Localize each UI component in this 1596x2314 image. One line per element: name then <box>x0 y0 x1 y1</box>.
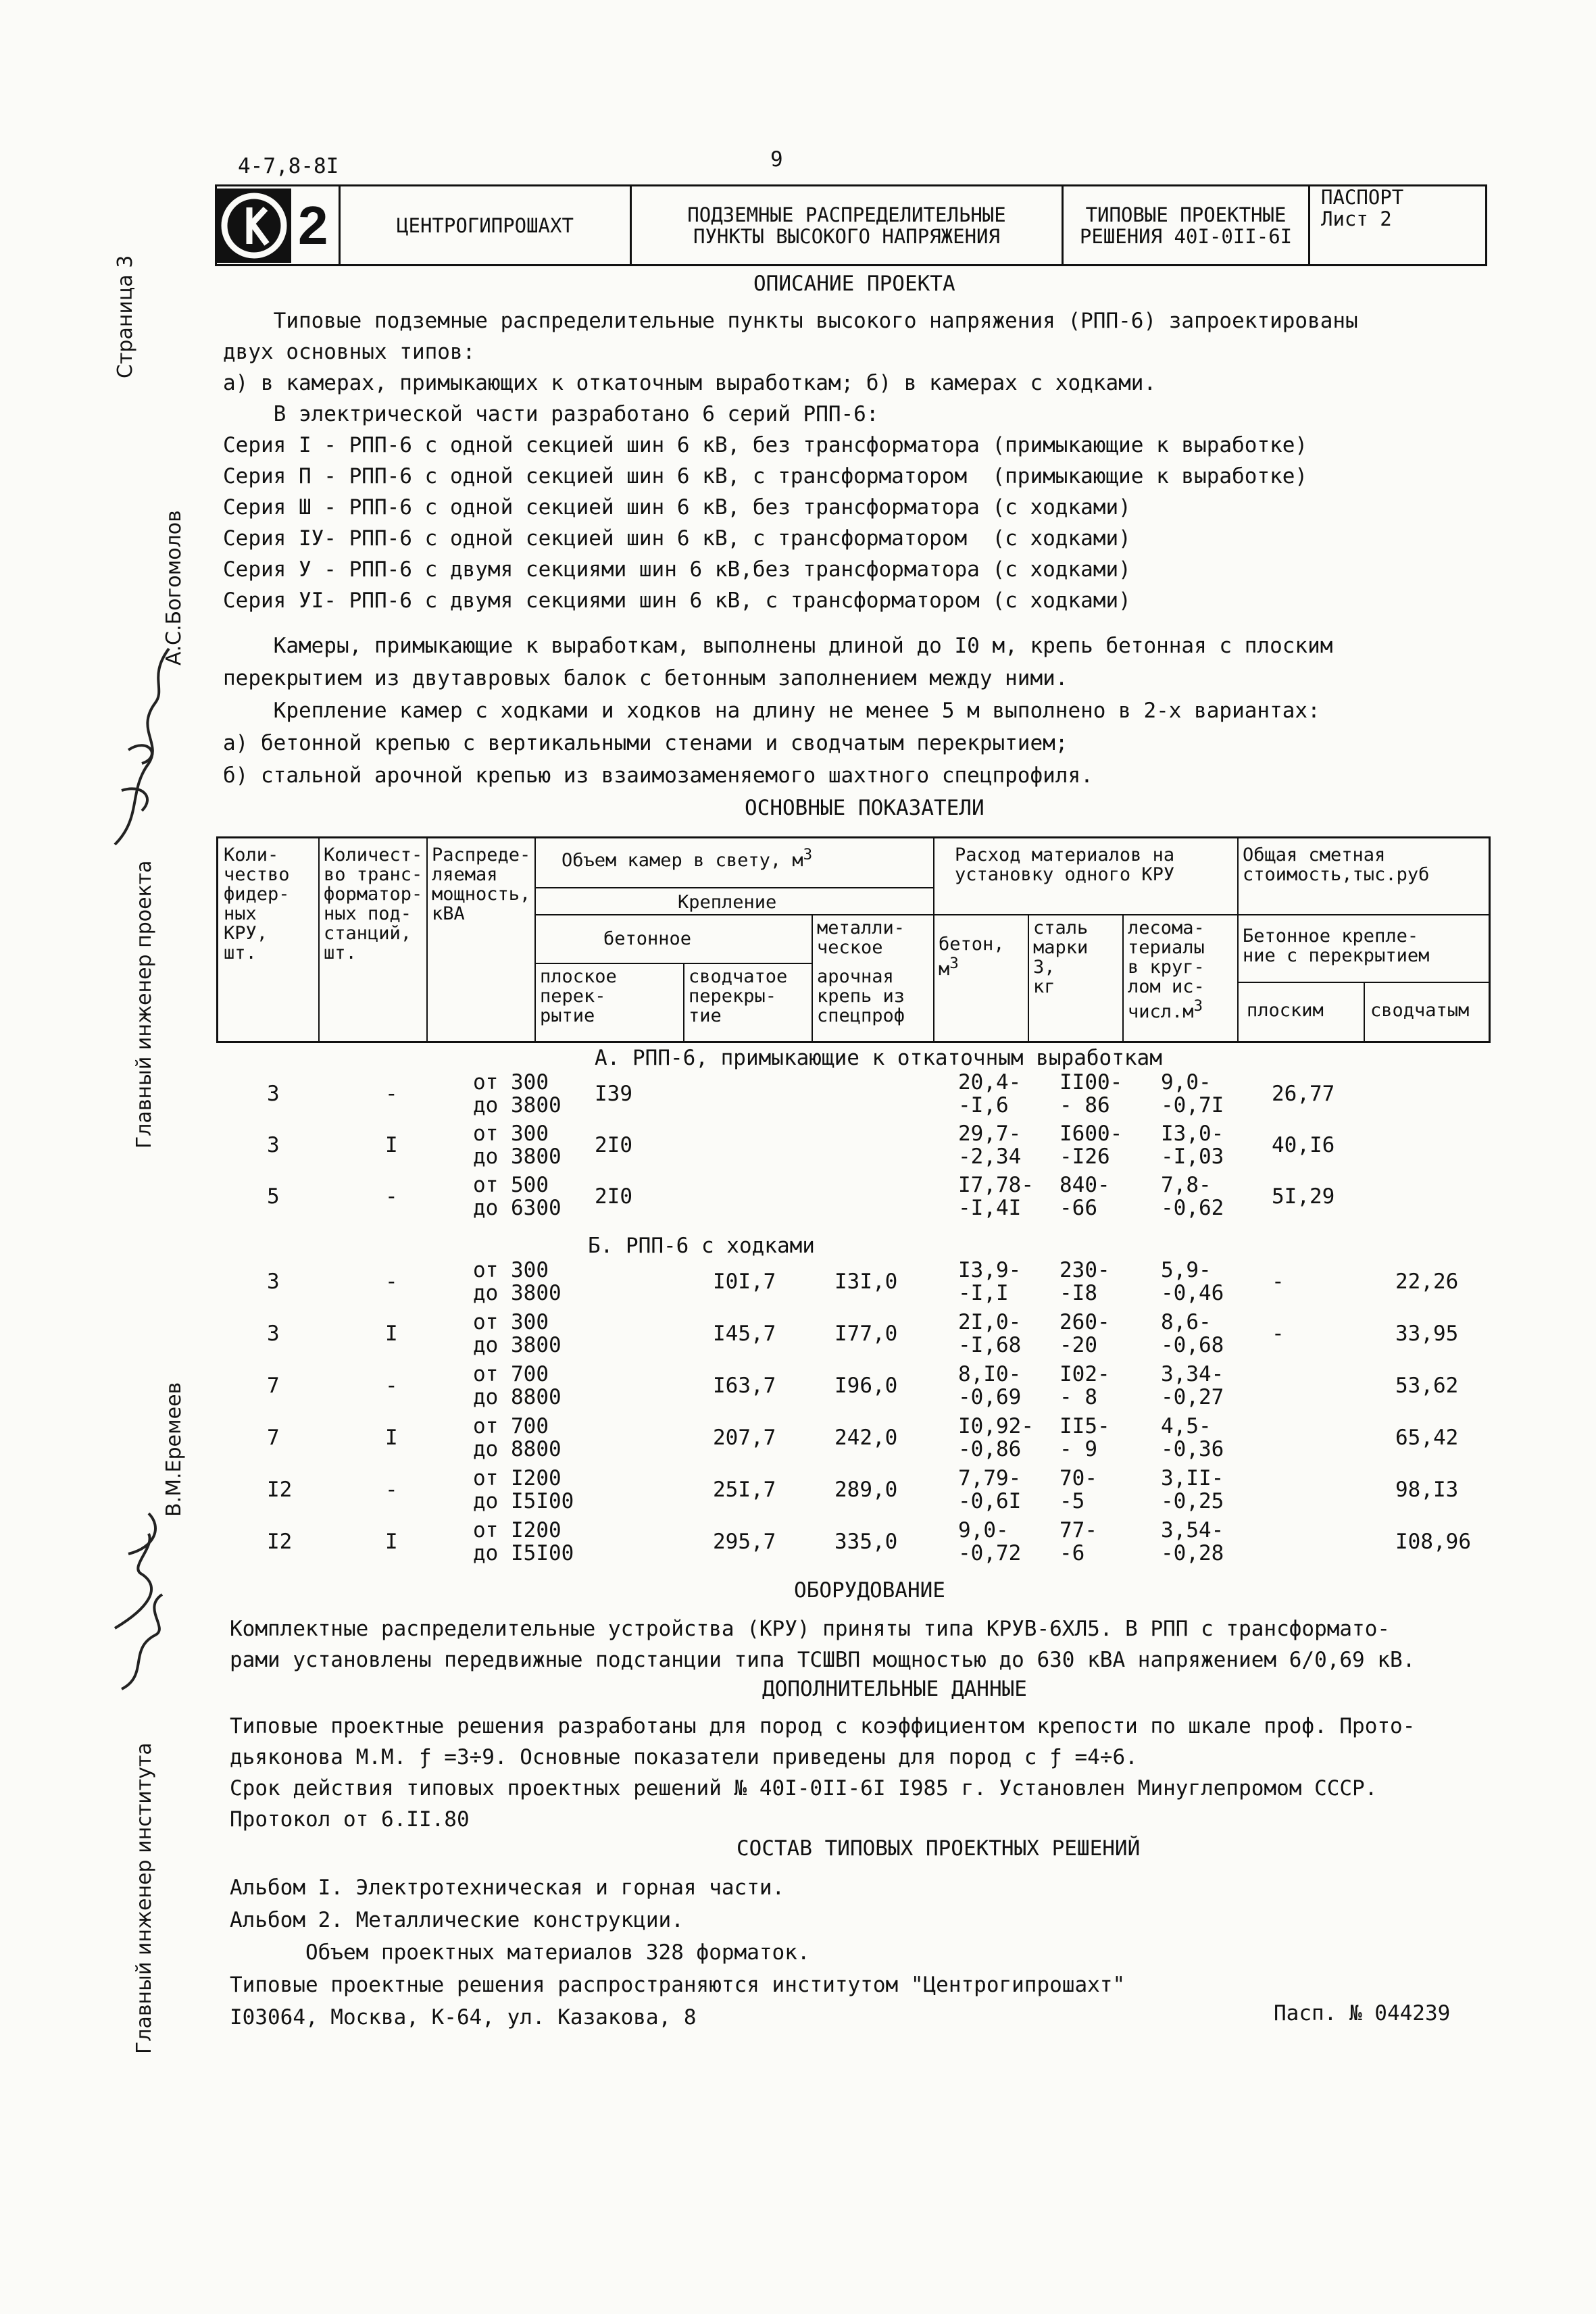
cell-arch: 289,0 <box>834 1478 898 1502</box>
cell-wd2: -0,46 <box>1161 1281 1224 1305</box>
cell-cflat: - <box>1272 1322 1285 1346</box>
cell-cvault: 33,95 <box>1395 1322 1459 1346</box>
table-row <box>0 1363 1596 1413</box>
timber-sup: 3 <box>1193 997 1203 1015</box>
table-row <box>0 1259 1596 1309</box>
cell-bet2: -0,69 <box>958 1385 1022 1409</box>
cell-st2: -I8 <box>1059 1281 1097 1305</box>
cell-st1: II5- <box>1059 1414 1110 1438</box>
cell-bet1: 8,I0- <box>958 1362 1022 1386</box>
cell-p1: от 700 <box>473 1414 549 1438</box>
cell-vault: I0I,7 <box>713 1269 776 1294</box>
cell-p1: от 300 <box>473 1122 549 1146</box>
cell-tr: - <box>385 1478 398 1502</box>
cell-kru: I2 <box>267 1530 293 1554</box>
cell-cflat: 40,I6 <box>1272 1133 1335 1157</box>
cell-tr: - <box>385 1269 398 1294</box>
cell-p1: от 300 <box>473 1258 549 1282</box>
cell-arch: 335,0 <box>834 1530 898 1554</box>
col-header-concrete <box>939 934 1005 979</box>
additional-body <box>230 1711 1415 1835</box>
col-header-steel: сталь марки 3, кг <box>1033 917 1089 997</box>
cell-kru: 7 <box>267 1374 280 1398</box>
cell-st1: 70- <box>1059 1466 1097 1490</box>
cell-cflat: 26,77 <box>1272 1082 1335 1106</box>
description-line: а) в камерах, примыкающих к откаточным выработкам; б) в камерах с ходками. <box>223 371 1157 395</box>
cell-p2: до 3800 <box>473 1281 562 1305</box>
cell-tr: I <box>385 1530 398 1554</box>
cell-wd1: 3,54- <box>1161 1518 1224 1542</box>
description-line: Камеры, примыкающие к выработкам, выполнены длиной до I0 м, крепь бетонная с плоским <box>223 634 1333 658</box>
cell-bet1: 7,79- <box>958 1466 1022 1490</box>
timber-label: лесома- териалы в круг- лом ис- числ.м <box>1128 917 1205 1022</box>
type-line-1: ТИПОВЫЕ ПРОЕКТНЫЕ <box>1085 203 1287 226</box>
cell-bet1: I7,78- <box>958 1173 1034 1197</box>
cell-cflat: - <box>1272 1269 1285 1294</box>
cell-bet1: I3,9- <box>958 1258 1022 1282</box>
cell-wd1: 7,8- <box>1161 1173 1212 1197</box>
cell-arch: I3I,0 <box>834 1269 898 1294</box>
album-line: Альбом 2. Металлические конструкции. <box>230 1908 684 1932</box>
cell-wd2: -0,7I <box>1161 1093 1224 1117</box>
section-a-title: А. РПП-6, примыкающие к откаточным выработкам <box>595 1046 1162 1070</box>
additional-line: дьяконова М.М. ƒ =3÷9. Основные показатели приведены для пород с ƒ =4÷6. <box>230 1745 1138 1769</box>
cell-st1: 260- <box>1059 1310 1110 1334</box>
col-header-timber <box>1128 918 1205 1022</box>
table-row <box>0 1311 1596 1361</box>
cell-st2: -I26 <box>1059 1145 1110 1169</box>
sheet-label: Лист 2 <box>1321 207 1392 230</box>
cell-st2: -20 <box>1059 1333 1097 1357</box>
concrete-label: бетон, м <box>939 934 1005 980</box>
cell-flat: I39 <box>595 1082 632 1106</box>
cell-wd2: -0,68 <box>1161 1333 1224 1357</box>
cell-vault: I45,7 <box>713 1322 776 1346</box>
cell-p2: до I5I00 <box>473 1541 574 1565</box>
cell-p2: до 8800 <box>473 1385 562 1409</box>
col-header-cost-flat: плоским <box>1247 1000 1324 1021</box>
section-b-title: Б. РПП-6 с ходками <box>588 1234 815 1258</box>
side-name-1: А.С.Богомолов <box>162 510 186 665</box>
composition-heading: СОСТАВ ТИПОВЫХ ПРОЕКТНЫХ РЕШЕНИЙ <box>737 1836 1141 1861</box>
series-line: Серия УI- РПП-6 с двумя секциями шин 6 кВ, с трансформатором (с ходками) <box>223 588 1131 613</box>
cell-wd1: 3,34- <box>1161 1362 1224 1386</box>
col-header-kru-count: Коли- чество фидер- ных КРУ, шт. <box>224 845 290 963</box>
cell-cflat: 5I,29 <box>1272 1184 1335 1209</box>
cell-wd2: -0,62 <box>1161 1196 1224 1220</box>
table-row <box>0 1519 1596 1569</box>
cell-p1: от I200 <box>473 1518 562 1542</box>
cell-bet2: -I,I <box>958 1281 1009 1305</box>
volume-line: Объем проектных материалов 328 форматок. <box>230 1940 810 1965</box>
series-line: Серия IУ- РПП-6 с одной секцией шин 6 кВ, с трансформатором (с ходками) <box>223 526 1131 551</box>
table-row <box>0 1072 1596 1122</box>
cell-st2: -66 <box>1059 1196 1097 1220</box>
cell-bet2: -2,34 <box>958 1145 1022 1169</box>
cell-bet1: I0,92- <box>958 1414 1034 1438</box>
cell-bet2: -0,86 <box>958 1437 1022 1461</box>
cell-tr: I <box>385 1133 398 1157</box>
volume-sup: 3 <box>803 846 813 863</box>
cell-st2: -6 <box>1059 1541 1085 1565</box>
cell-bet1: 2I,0- <box>958 1310 1022 1334</box>
cell-arch: I77,0 <box>834 1322 898 1346</box>
cell-p2: до I5I00 <box>473 1489 574 1513</box>
cell-bet1: 9,0- <box>958 1518 1009 1542</box>
cell-kru: 3 <box>267 1269 280 1294</box>
cell-cvault: 22,26 <box>1395 1269 1459 1294</box>
table-row <box>0 1174 1596 1224</box>
cell-cvault: I08,96 <box>1395 1530 1471 1554</box>
cell-bet2: -I,68 <box>958 1333 1022 1357</box>
organization-name: ЦЕНТРОГИПРОШАХТ <box>341 186 632 264</box>
col-header-cost-support: Бетонное крепле- ние с перекрытием <box>1243 926 1430 966</box>
cell-st1: 230- <box>1059 1258 1110 1282</box>
col-header-flat: плоское перек- рытие <box>540 966 617 1026</box>
series-line: Серия У - РПП-6 с двумя секциями шин 6 кВ,без трансформатора (с ходками) <box>223 557 1131 582</box>
cell-vault: 295,7 <box>713 1530 776 1554</box>
cell-kru: 3 <box>267 1133 280 1157</box>
cell-wd1: I3,0- <box>1161 1122 1224 1146</box>
cell-p1: от 500 <box>473 1173 549 1197</box>
cell-tr: - <box>385 1082 398 1106</box>
col-header-concrete-support: бетонное <box>603 928 692 949</box>
table-row <box>0 1415 1596 1465</box>
side-page-label: Страница 3 <box>114 255 137 378</box>
cell-st2: - 86 <box>1059 1093 1110 1117</box>
distribution-line: Типовые проектные решения распространяются институтом "Центрогипрошахт" <box>230 1973 1126 1997</box>
title-line-1: ПОДЗЕМНЫЕ РАСПРЕДЕЛИТЕЛЬНЫЕ <box>687 203 1006 226</box>
cell-p2: до 3800 <box>473 1145 562 1169</box>
cell-wd1: 8,6- <box>1161 1310 1212 1334</box>
col-header-arch: арочная крепь из спецпроф <box>817 966 905 1026</box>
cell-st2: -5 <box>1059 1489 1085 1513</box>
cell-p2: до 6300 <box>473 1196 562 1220</box>
col-header-materials: Расход материалов на установку одного КРУ <box>955 845 1175 885</box>
cell-st2: - 8 <box>1059 1385 1097 1409</box>
cell-p1: от I200 <box>473 1466 562 1490</box>
logo <box>217 186 341 264</box>
col-header-power: Распреде- ляемая мощность, кВА <box>432 845 531 924</box>
description-line: Крепление камер с ходками и ходков на длину не менее 5 м выполнено в 2-х вариантах: <box>223 699 1320 723</box>
cell-wd2: -0,25 <box>1161 1489 1224 1513</box>
album-line: Альбом I. Электротехническая и горная части. <box>230 1876 785 1900</box>
cell-tr: - <box>385 1184 398 1209</box>
col-header-support: Крепление <box>678 892 777 913</box>
cell-p1: от 700 <box>473 1362 549 1386</box>
side-role-1: Главный инженер проекта <box>132 860 156 1149</box>
cell-wd1: 3,II- <box>1161 1466 1224 1490</box>
series-line: Серия П - РПП-6 с одной секцией шин 6 кВ, с трансформатором (примыкающие к выработке) <box>223 464 1308 488</box>
cell-cvault: 98,I3 <box>1395 1478 1459 1502</box>
cell-st1: I600- <box>1059 1122 1123 1146</box>
cell-wd1: 5,9- <box>1161 1258 1212 1282</box>
cell-bet1: 20,4- <box>958 1070 1022 1095</box>
cell-kru: 3 <box>267 1322 280 1346</box>
cell-bet1: 29,7- <box>958 1122 1022 1146</box>
description-line: Типовые подземные распределительные пункты высокого напряжения (РПП-6) запроектированы <box>223 309 1358 333</box>
cell-kru: 3 <box>267 1082 280 1106</box>
concrete-sup: 3 <box>949 955 959 972</box>
passport-sheet <box>1310 186 1485 264</box>
equipment-line: рами установлены передвижные подстанции типа ТСШВП мощностью до 630 кВА напряжением 6/0,69 кВ. <box>230 1648 1416 1672</box>
company-logo-icon <box>217 188 291 263</box>
cell-p2: до 3800 <box>473 1333 562 1357</box>
header-stamp <box>215 184 1487 266</box>
document-code: 4-7,8-8I <box>238 154 339 178</box>
indicators-table-header <box>216 836 1491 1043</box>
cell-wd1: 9,0- <box>1161 1070 1212 1095</box>
col-header-volume <box>562 845 812 870</box>
table-row <box>0 1467 1596 1517</box>
page-number: 9 <box>770 147 783 172</box>
cell-wd2: -0,27 <box>1161 1385 1224 1409</box>
description-line: а) бетонной крепью с вертикальными стенами и сводчатым перекрытием; <box>223 731 1068 755</box>
logo-number: 2 <box>298 195 328 255</box>
equipment-body <box>230 1613 1415 1676</box>
cell-vault: I63,7 <box>713 1374 776 1398</box>
passport-label: ПАСПОРТ <box>1321 186 1404 209</box>
cell-cvault: 53,62 <box>1395 1374 1459 1398</box>
additional-line: Типовые проектные решения разработаны для пород с коэффициентом крепости по шкале проф. Прото- <box>230 1714 1416 1738</box>
cell-arch: I96,0 <box>834 1374 898 1398</box>
cell-st1: 77- <box>1059 1518 1097 1542</box>
title-line-2: ПУНКТЫ ВЫСОКОГО НАПРЯЖЕНИЯ <box>693 224 1000 248</box>
series-line: Серия I - РПП-6 с одной секцией шин 6 кВ, без трансформатора (примыкающие к выработке) <box>223 433 1308 457</box>
address-line: I03064, Москва, К-64, ул. Казакова, 8 <box>230 2005 697 2030</box>
cell-bet2: -I,6 <box>958 1093 1009 1117</box>
cell-p2: до 8800 <box>473 1437 562 1461</box>
description-heading: ОПИСАНИЕ ПРОЕКТА <box>753 272 955 296</box>
col-header-transformers: Количест- во транс- форматор- ных под- станций, шт. <box>324 845 423 963</box>
additional-line: Срок действия типовых проектных решений № 40I-0II-6I I985 г. Установлен Минуглепромом СССР. <box>230 1776 1378 1801</box>
cell-bet2: -0,6I <box>958 1489 1022 1513</box>
volume-label: Объем камер в свету, м <box>562 850 803 871</box>
cell-p1: от 300 <box>473 1310 549 1334</box>
description-line: двух основных типов: <box>223 340 476 364</box>
cell-kru: I2 <box>267 1478 293 1502</box>
equipment-heading: ОБОРУДОВАНИЕ <box>794 1578 945 1603</box>
document-type <box>1064 186 1310 264</box>
cell-st1: I02- <box>1059 1362 1110 1386</box>
cell-p2: до 3800 <box>473 1093 562 1117</box>
col-header-cost-vault: сводчатым <box>1370 1000 1470 1021</box>
col-header-vault: сводчатое перекры- тие <box>689 966 788 1026</box>
table-row <box>0 1123 1596 1173</box>
cell-wd2: -0,28 <box>1161 1541 1224 1565</box>
additional-line: Протокол от 6.II.80 <box>230 1807 470 1832</box>
cell-tr: I <box>385 1426 398 1450</box>
side-role-2: Главный инженер института <box>132 1742 156 2054</box>
cell-cvault: 65,42 <box>1395 1426 1459 1450</box>
type-line-2: РЕШЕНИЯ 40I-0II-6I <box>1079 224 1293 248</box>
cell-p1: от 300 <box>473 1070 549 1095</box>
series-line: Серия Ш - РПП-6 с одной секцией шин 6 кВ, без трансформатора (с ходками) <box>223 495 1131 520</box>
cell-wd2: -I,03 <box>1161 1145 1224 1169</box>
additional-heading: ДОПОЛНИТЕЛЬНЫЕ ДАННЫЕ <box>762 1677 1027 1701</box>
description-line: перекрытием из двутавровых балок с бетонным заполнением между ними. <box>223 666 1068 690</box>
cell-kru: 7 <box>267 1426 280 1450</box>
description-line: В электрической части разработано 6 серий РПП-6: <box>223 402 879 426</box>
passport-number: Пасп. № 044239 <box>1274 2001 1451 2026</box>
cell-arch: 242,0 <box>834 1426 898 1450</box>
cell-st2: - 9 <box>1059 1437 1097 1461</box>
cell-flat: 2I0 <box>595 1184 632 1209</box>
equipment-line: Комплектные распределительные устройства (КРУ) приняты типа КРУВ-6ХЛ5. В РПП с трансформато- <box>230 1617 1391 1641</box>
description-line: б) стальной арочной крепью из взаимозаменяемого шахтного спецпрофиля. <box>223 763 1093 788</box>
cell-st1: II00- <box>1059 1070 1123 1095</box>
cell-wd2: -0,36 <box>1161 1437 1224 1461</box>
cell-tr: - <box>385 1374 398 1398</box>
col-header-metal-support: металли- ческое <box>817 917 905 958</box>
cell-bet2: -I,4I <box>958 1196 1022 1220</box>
cell-kru: 5 <box>267 1184 280 1209</box>
cell-vault: 207,7 <box>713 1426 776 1450</box>
side-name-2: В.М.Еремеев <box>162 1382 186 1517</box>
cell-wd1: 4,5- <box>1161 1414 1212 1438</box>
cell-st1: 840- <box>1059 1173 1110 1197</box>
description-body <box>223 305 1358 792</box>
cell-flat: 2I0 <box>595 1133 632 1157</box>
cell-bet2: -0,72 <box>958 1541 1022 1565</box>
signature-1-icon <box>101 628 182 851</box>
cell-vault: 25I,7 <box>713 1478 776 1502</box>
col-header-cost: Общая сметная стоимость,тыс.руб <box>1243 845 1430 885</box>
composition-body <box>230 1871 1125 2034</box>
document-title <box>632 186 1064 264</box>
indicators-heading: ОСНОВНЫЕ ПОКАЗАТЕЛИ <box>745 796 984 820</box>
cell-tr: I <box>385 1322 398 1346</box>
